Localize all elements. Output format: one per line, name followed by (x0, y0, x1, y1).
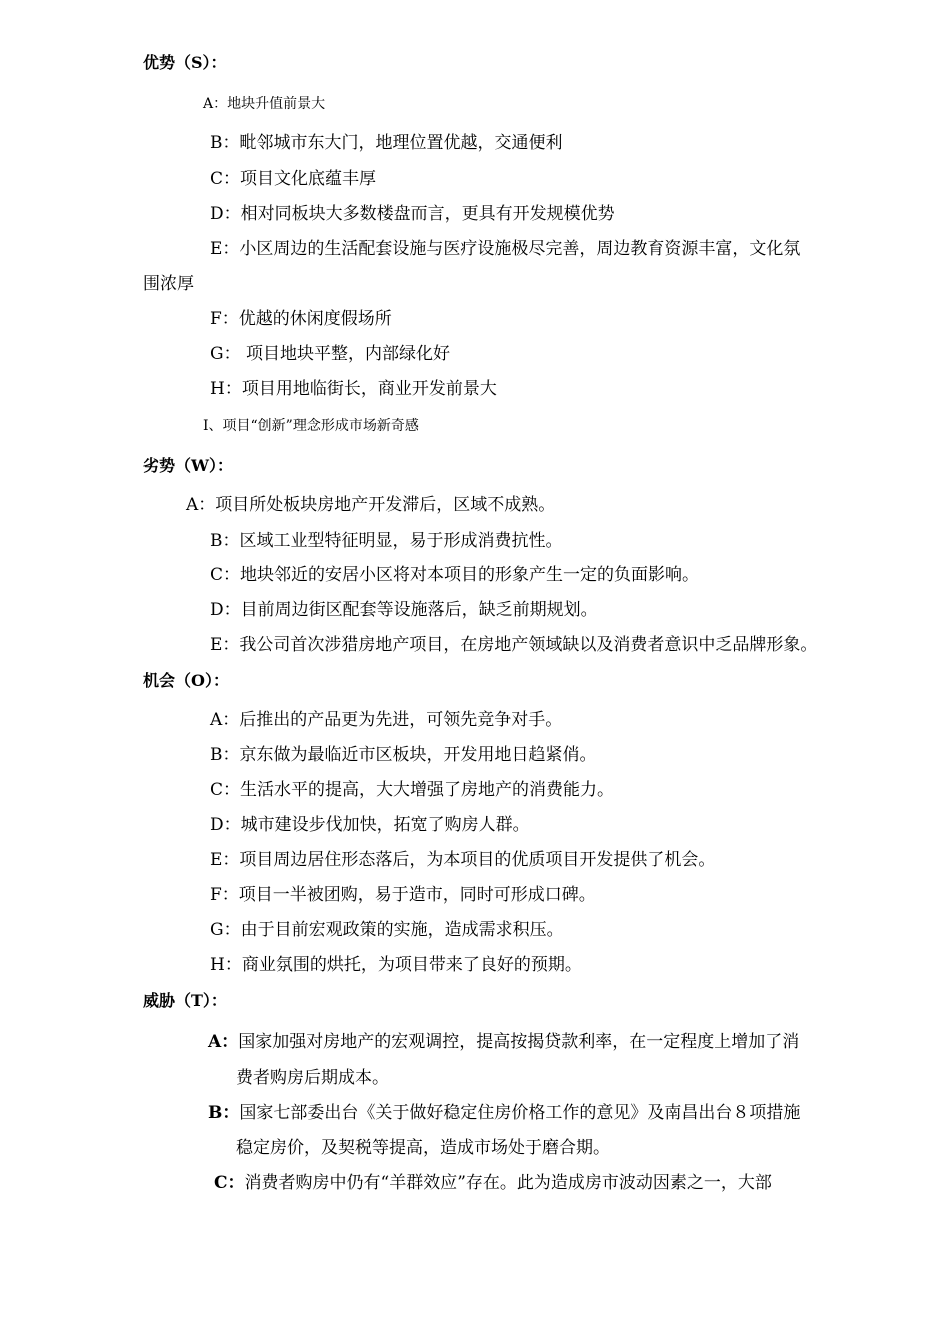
weakness-item-a: A：项目所处板块房地产开发滞后，区域不成熟。 (186, 495, 556, 515)
opportunity-item-c: C：生活水平的提高，大大增强了房地产的消费能力。 (210, 780, 615, 800)
threat-item-b-continued: 稳定房价，及契税等提高，造成市场处于磨合期。 (236, 1138, 610, 1158)
opportunity-item-b: B：京东做为最临近市区板块，开发用地日趋紧俏。 (210, 745, 597, 765)
strengths-heading: 优势（S）： (143, 53, 227, 72)
opportunity-item-e: E：项目周边居住形态落后，为本项目的优质项目开发提供了机会。 (210, 850, 716, 870)
threat-item-a (208, 1031, 799, 1053)
strength-item-f: F：优越的休闲度假场所 (210, 309, 392, 329)
strength-item-a: A：地块升值前景大 (203, 96, 326, 112)
opportunity-item-g: G：由于目前宏观政策的实施，造成需求积压。 (210, 920, 564, 940)
threat-item-c-text: 消费者购房中仍有“羊群效应”存在。此为造成房市波动因素之一，大部 (244, 1173, 772, 1193)
strength-item-i: I、项目“创新”理念形成市场新奇感 (203, 418, 419, 434)
strength-item-c: C：项目文化底蕴丰厚 (210, 169, 377, 189)
opportunity-item-a: A：后推出的产品更为先进，可领先竞争对手。 (210, 710, 563, 730)
threat-item-c-key: C： (214, 1173, 245, 1193)
strength-item-g: G： 项目地块平整，内部绿化好 (210, 344, 450, 364)
weakness-item-b: B：区域工业型特征明显，易于形成消费抗性。 (210, 531, 563, 551)
strength-item-e-continued: 围浓厚 (143, 274, 194, 294)
threat-item-b-key: B： (208, 1103, 240, 1123)
opportunity-item-f: F：项目一半被团购，易于造市，同时可形成口碑。 (210, 885, 596, 905)
weakness-item-d: D：目前周边街区配套等设施落后，缺乏前期规划。 (210, 600, 598, 620)
weakness-item-c: C：地块邻近的安居小区将对本项目的形象产生一定的负面影响。 (210, 565, 700, 585)
opportunities-heading: 机会（O）： (143, 671, 229, 690)
threat-item-a-text: 国家加强对房地产的宏观调控，提高按揭贷款利率，在一定程度上增加了消 (238, 1032, 800, 1052)
threat-item-a-continued: 费者购房后期成本。 (236, 1068, 389, 1088)
threat-item-b-text: 国家七部委出台《关于做好稳定住房价格工作的意见》及南昌出台８项措施 (239, 1103, 801, 1123)
threats-heading: 威胁（T）： (143, 991, 227, 1010)
weakness-item-e: E：我公司首次涉猎房地产项目，在房地产领域缺以及消费者意识中乏品牌形象。 (210, 635, 818, 655)
strength-item-b: B：毗邻城市东大门，地理位置优越，交通便利 (210, 133, 563, 153)
strength-item-d: D：相对同板块大多数楼盘而言，更具有开发规模优势 (210, 204, 615, 224)
opportunity-item-h: H：商业氛围的烘托，为项目带来了良好的预期。 (210, 955, 582, 975)
strength-item-e: E：小区周边的生活配套设施与医疗设施极尽完善，周边教育资源丰富，文化氛 (210, 239, 801, 259)
threat-item-b (208, 1102, 800, 1124)
strength-item-h: H：项目用地临街长，商业开发前景大 (210, 379, 497, 399)
opportunity-item-d: D：城市建设步伐加快，拓宽了购房人群。 (210, 815, 530, 835)
threat-item-a-key: A： (208, 1032, 239, 1052)
weaknesses-heading: 劣势（W）： (143, 456, 233, 475)
threat-item-c (214, 1172, 772, 1194)
